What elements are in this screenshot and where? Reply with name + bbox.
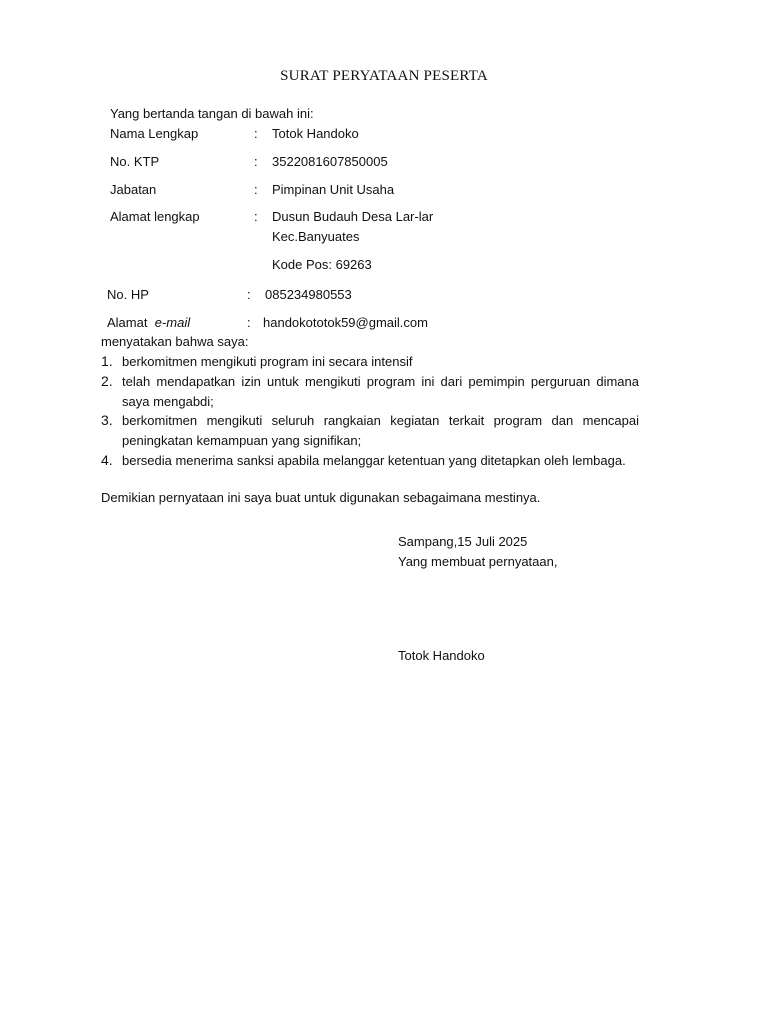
email-value: handokototok59@gmail.com bbox=[263, 315, 428, 330]
statement-number: 2. bbox=[101, 373, 113, 389]
phone-value: 085234980553 bbox=[265, 287, 352, 302]
statement-intro: menyatakan bahwa saya: bbox=[101, 334, 249, 349]
name-label: Nama Lengkap bbox=[110, 126, 199, 141]
ktp-value: 3522081607850005 bbox=[272, 154, 388, 169]
ktp-colon: : bbox=[254, 154, 258, 169]
phone-label: No. HP bbox=[107, 287, 149, 302]
position-label: Jabatan bbox=[110, 182, 157, 197]
signature-maker: Yang membuat pernyataan, bbox=[398, 554, 558, 569]
email-colon: : bbox=[247, 315, 251, 330]
phone-colon: : bbox=[247, 287, 251, 302]
statement-text: bersedia menerima sanksi apabila melanggar ketentuan yang ditetapkan oleh lembaga. bbox=[122, 453, 626, 468]
address-line2: Kec.Banyuates bbox=[272, 229, 360, 244]
closing-text: Demikian pernyataan ini saya buat untuk digunakan sebagaimana mestinya. bbox=[101, 490, 541, 505]
statement-number: 4. bbox=[101, 452, 113, 468]
email-label bbox=[107, 315, 190, 330]
place-date: Sampang,15 Juli 2025 bbox=[398, 534, 528, 549]
address-colon: : bbox=[254, 209, 258, 224]
statement-number: 1. bbox=[101, 353, 113, 369]
statement-text: berkomitmen mengikuti program ini secara intensif bbox=[122, 354, 413, 369]
email-label-em: e-mail bbox=[154, 315, 191, 330]
address-line1: Dusun Budauh Desa Lar-lar bbox=[272, 209, 434, 224]
document-title: SURAT PERYATAAN PESERTA bbox=[280, 68, 488, 84]
intro-text: Yang bertanda tangan di bawah ini: bbox=[110, 106, 314, 121]
statement-text: berkomitmen mengikuti seluruh rangkaian kegiatan terkait program dan mencapai peningkatan kemampuan yang signifikan; bbox=[122, 413, 639, 448]
position-value: Pimpinan Unit Usaha bbox=[272, 182, 395, 197]
signature-name: Totok Handoko bbox=[398, 648, 485, 663]
address-postal: Kode Pos: 69263 bbox=[272, 257, 372, 272]
address-label: Alamat lengkap bbox=[110, 209, 200, 224]
email-label-prefix: Alamat bbox=[107, 315, 148, 330]
statement-text: telah mendapatkan izin untuk mengikuti program ini dari pemimpin perguruan dimana saya mengabdi; bbox=[122, 374, 639, 409]
statement-number: 3. bbox=[101, 412, 113, 428]
position-colon: : bbox=[254, 182, 258, 197]
name-value: Totok Handoko bbox=[272, 126, 359, 141]
name-colon: : bbox=[254, 126, 258, 141]
ktp-label: No. KTP bbox=[110, 154, 160, 169]
